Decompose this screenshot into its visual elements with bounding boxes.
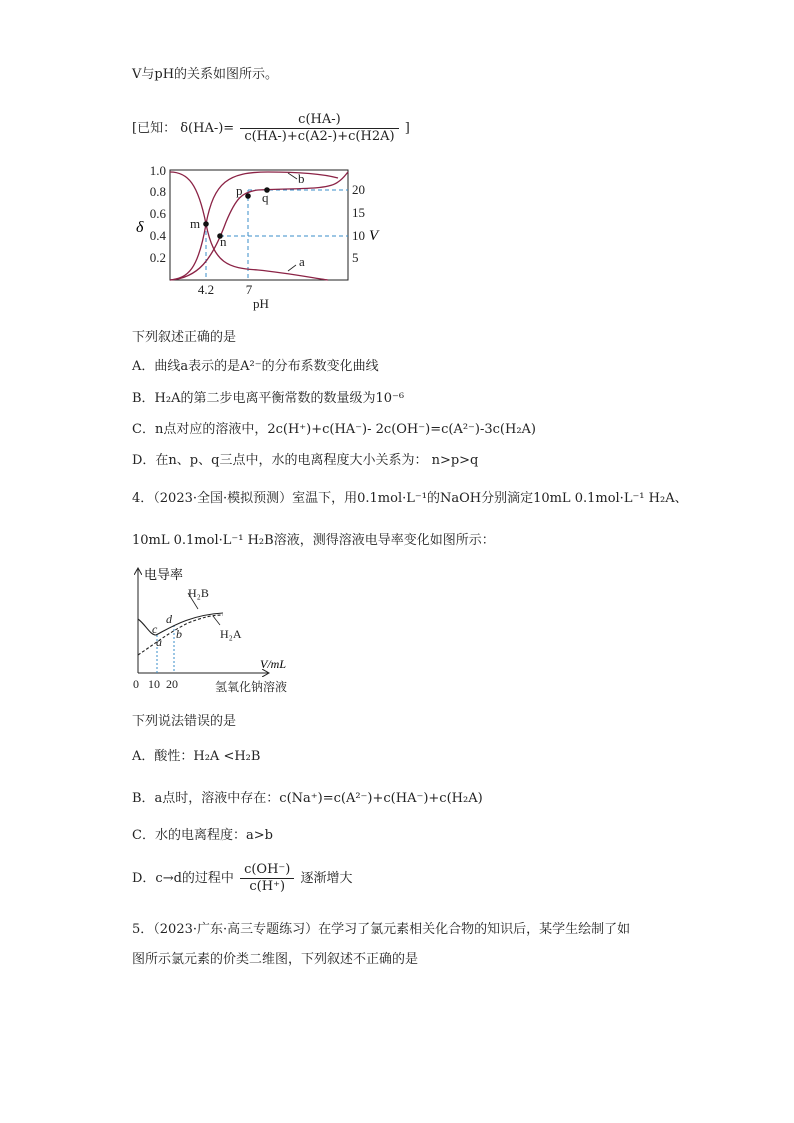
intro-line: V与pH的关系如图所示。 xyxy=(132,67,279,82)
label-n: n xyxy=(220,234,227,249)
point-m xyxy=(203,221,209,227)
conductivity-figure xyxy=(128,563,328,705)
fraction-denominator: c(HA-)+c(A2-)+c(H2A) xyxy=(244,129,395,144)
left-tick: 0.6 xyxy=(149,206,166,221)
point-d: d xyxy=(166,612,172,626)
known-suffix: ] xyxy=(404,121,410,136)
q4-stem-after: 下列说法错误的是 xyxy=(132,714,237,729)
q5-line2: 图所示氯元素的价类二维图，下列叙述不正确的是 xyxy=(132,952,419,967)
label-h2a: H₂A xyxy=(220,627,242,641)
known-prefix: [已知： δ(HA-)= xyxy=(132,121,235,136)
q4-stem-line1: 4．（2023·全国·模拟预测）室温下，用0.1mol·L⁻¹的NaOH分别滴定10mL 0.1mol·L⁻¹ H₂A、 xyxy=(132,491,688,506)
right-axis-label: V xyxy=(369,228,379,244)
q4-option-a: A．酸性：H₂A <H₂B xyxy=(132,749,261,764)
q3-option-d: D．在n、p、q三点中，水的电离程度大小关系为： n>p>q xyxy=(132,453,479,468)
point-c: c xyxy=(152,622,158,636)
left-tick: 0.8 xyxy=(149,184,166,199)
known-fraction xyxy=(240,112,398,145)
label-curve-b: b xyxy=(298,171,305,186)
left-axis-label: δ xyxy=(136,219,144,236)
label-p: p xyxy=(236,183,243,198)
q3-option-b: B．H₂A的第二步电离平衡常数的数量级为10⁻⁶ xyxy=(132,391,405,406)
point-a: a xyxy=(156,635,162,649)
q3-stem: 下列叙述正确的是 xyxy=(132,330,237,345)
q3-option-a: A．曲线a表示的是A²⁻的分布系数变化曲线 xyxy=(132,359,379,374)
leader-a xyxy=(288,265,296,271)
right-tick: 15 xyxy=(352,205,365,220)
x-tick-20: 20 xyxy=(166,677,178,691)
left-tick: 1.0 xyxy=(149,163,166,178)
x-caption: 氢氧化钠溶液 xyxy=(215,680,288,694)
distribution-figure xyxy=(128,160,388,319)
fraction-denominator: c(H⁺) xyxy=(249,879,286,894)
y-axis-label: 电导率 xyxy=(144,567,184,582)
q4-option-c: C．水的电离程度：a>b xyxy=(132,828,273,843)
point-p xyxy=(245,193,251,199)
leader-b xyxy=(288,173,297,179)
label-q: q xyxy=(262,190,269,205)
x-axis-label: V/mL xyxy=(260,657,287,671)
label-h2b: H₂B xyxy=(188,586,209,600)
left-tick: 0.2 xyxy=(149,250,166,265)
q5-line1: 5．（2023·广东·高三专题练习）在学习了氯元素相关化合物的知识后，某学生绘制了如 xyxy=(132,922,631,937)
q4-option-b: B．a点时，溶液中存在：c(Na⁺)=c(A²⁻)+c(HA⁻)+c(H₂A) xyxy=(132,791,483,806)
known-formula xyxy=(132,112,410,145)
fraction-numerator: c(OH⁻) xyxy=(240,862,294,879)
q3-option-c: C．n点对应的溶液中，2c(H⁺)+c(HA⁻)- 2c(OH⁻)=c(A²⁻)-3c(H₂A) xyxy=(132,422,536,437)
right-tick: 20 xyxy=(352,182,365,197)
q4-stem-line2: 10mL 0.1mol·L⁻¹ H₂B溶液，测得溶液电导率变化如图所示： xyxy=(132,533,495,548)
option-d-fraction xyxy=(240,862,294,895)
option-d-prefix: D．c→d的过程中 xyxy=(132,871,234,886)
point-b: b xyxy=(176,627,182,641)
leader-h2a xyxy=(213,616,220,625)
label-m: m xyxy=(190,216,201,231)
fraction-numerator: c(HA-) xyxy=(240,112,398,129)
left-tick: 0.4 xyxy=(149,228,166,243)
x-tick: 7 xyxy=(245,282,253,297)
label-curve-a: a xyxy=(299,254,305,269)
x-tick: 4.2 xyxy=(197,282,215,297)
option-d-suffix: 逐渐增大 xyxy=(300,871,353,886)
x-axis-label: pH xyxy=(253,296,269,311)
q4-option-d xyxy=(132,862,353,895)
x-tick-10: 10 xyxy=(148,677,160,691)
right-tick: 10 xyxy=(352,228,365,243)
right-tick: 5 xyxy=(352,250,359,265)
x-tick-0: 0 xyxy=(133,677,139,691)
